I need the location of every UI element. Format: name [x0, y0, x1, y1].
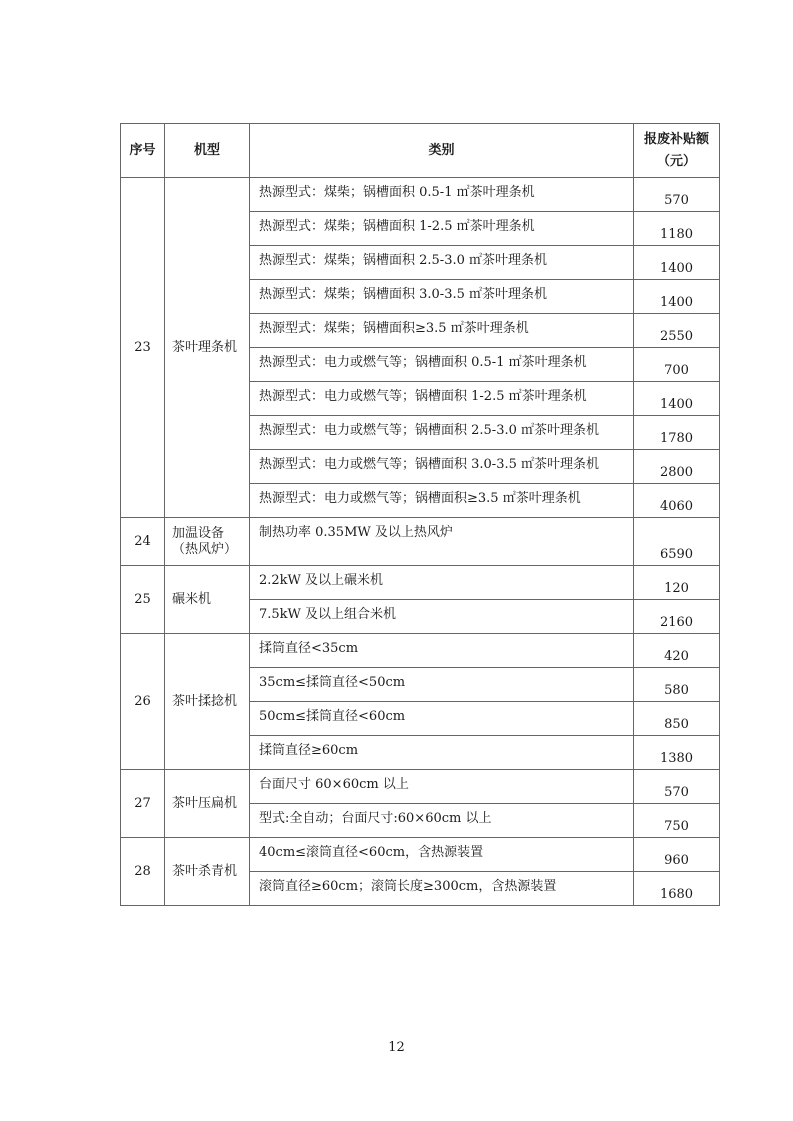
header-amount-line1: 报废补贴额: [643, 131, 709, 147]
amount-cell: 420: [634, 634, 720, 668]
category-cell: 热源型式：电力或燃气等；锅槽面积 2.5-3.0 ㎡茶叶理条机: [250, 416, 634, 450]
amount-cell: 6590: [634, 518, 720, 566]
category-cell: 热源型式：煤柴；锅槽面积 1-2.5 ㎡茶叶理条机: [250, 212, 634, 246]
amount-cell: 4060: [634, 484, 720, 518]
amount-cell: 1780: [634, 416, 720, 450]
header-seq: 序号: [121, 124, 165, 178]
header-amount: [634, 124, 720, 178]
category-cell: 热源型式：煤柴；锅槽面积≥3.5 ㎡茶叶理条机: [250, 314, 634, 348]
table-row: [121, 178, 720, 212]
seq-cell: 26: [121, 634, 165, 770]
amount-cell: 580: [634, 668, 720, 702]
model-cell: 加温设备（热风炉）: [165, 518, 250, 566]
category-cell: 50cm≤揉筒直径<60cm: [250, 702, 634, 736]
table-row: [121, 518, 720, 566]
category-cell: 揉筒直径≥60cm: [250, 736, 634, 770]
model-cell: 茶叶理条机: [165, 178, 250, 518]
amount-cell: 120: [634, 566, 720, 600]
category-cell: 热源型式：煤柴；锅槽面积 0.5-1 ㎡茶叶理条机: [250, 178, 634, 212]
category-cell: 35cm≤揉筒直径<50cm: [250, 668, 634, 702]
category-cell: 热源型式：电力或燃气等；锅槽面积≥3.5 ㎡茶叶理条机: [250, 484, 634, 518]
table-header-row: [121, 124, 720, 178]
seq-cell: 28: [121, 838, 165, 906]
seq-cell: 27: [121, 770, 165, 838]
header-amount-line2: （元）: [656, 153, 696, 169]
table-row: [121, 634, 720, 668]
category-cell: 热源型式：电力或燃气等；锅槽面积 1-2.5 ㎡茶叶理条机: [250, 382, 634, 416]
amount-cell: 2160: [634, 600, 720, 634]
category-cell: 台面尺寸 60×60cm 以上: [250, 770, 634, 804]
amount-cell: 700: [634, 348, 720, 382]
seq-cell: 24: [121, 518, 165, 566]
amount-cell: 1380: [634, 736, 720, 770]
category-cell: 型式:全自动；台面尺寸:60×60cm 以上: [250, 804, 634, 838]
table-row: [121, 566, 720, 600]
model-cell: 碾米机: [165, 566, 250, 634]
category-cell: 40cm≤滚筒直径<60cm，含热源装置: [250, 838, 634, 872]
category-cell: 滚筒直径≥60cm；滚筒长度≥300cm，含热源装置: [250, 872, 634, 906]
table-row: [121, 770, 720, 804]
header-model: 机型: [165, 124, 250, 178]
category-cell: 7.5kW 及以上组合米机: [250, 600, 634, 634]
model-cell: 茶叶揉捻机: [165, 634, 250, 770]
amount-cell: 2800: [634, 450, 720, 484]
category-cell: 热源型式：煤柴；锅槽面积 2.5-3.0 ㎡茶叶理条机: [250, 246, 634, 280]
page-number: 12: [388, 1040, 405, 1055]
category-cell: 热源型式：煤柴；锅槽面积 3.0-3.5 ㎡茶叶理条机: [250, 280, 634, 314]
subsidy-table: [120, 123, 720, 906]
table-row: [121, 838, 720, 872]
table-body: [121, 178, 720, 906]
seq-cell: 25: [121, 566, 165, 634]
category-cell: 制热功率 0.35MW 及以上热风炉: [250, 518, 634, 566]
amount-cell: 570: [634, 178, 720, 212]
amount-cell: 1180: [634, 212, 720, 246]
amount-cell: 1680: [634, 872, 720, 906]
amount-cell: 750: [634, 804, 720, 838]
amount-cell: 1400: [634, 382, 720, 416]
model-cell: 茶叶杀青机: [165, 838, 250, 906]
model-cell: 茶叶压扁机: [165, 770, 250, 838]
amount-cell: 2550: [634, 314, 720, 348]
amount-cell: 850: [634, 702, 720, 736]
amount-cell: 570: [634, 770, 720, 804]
amount-cell: 1400: [634, 246, 720, 280]
amount-cell: 960: [634, 838, 720, 872]
amount-cell: 1400: [634, 280, 720, 314]
category-cell: 热源型式：电力或燃气等；锅槽面积 3.0-3.5 ㎡茶叶理条机: [250, 450, 634, 484]
seq-cell: 23: [121, 178, 165, 518]
category-cell: 热源型式：电力或燃气等；锅槽面积 0.5-1 ㎡茶叶理条机: [250, 348, 634, 382]
category-cell: 2.2kW 及以上碾米机: [250, 566, 634, 600]
header-category: 类别: [250, 124, 634, 178]
category-cell: 揉筒直径<35cm: [250, 634, 634, 668]
